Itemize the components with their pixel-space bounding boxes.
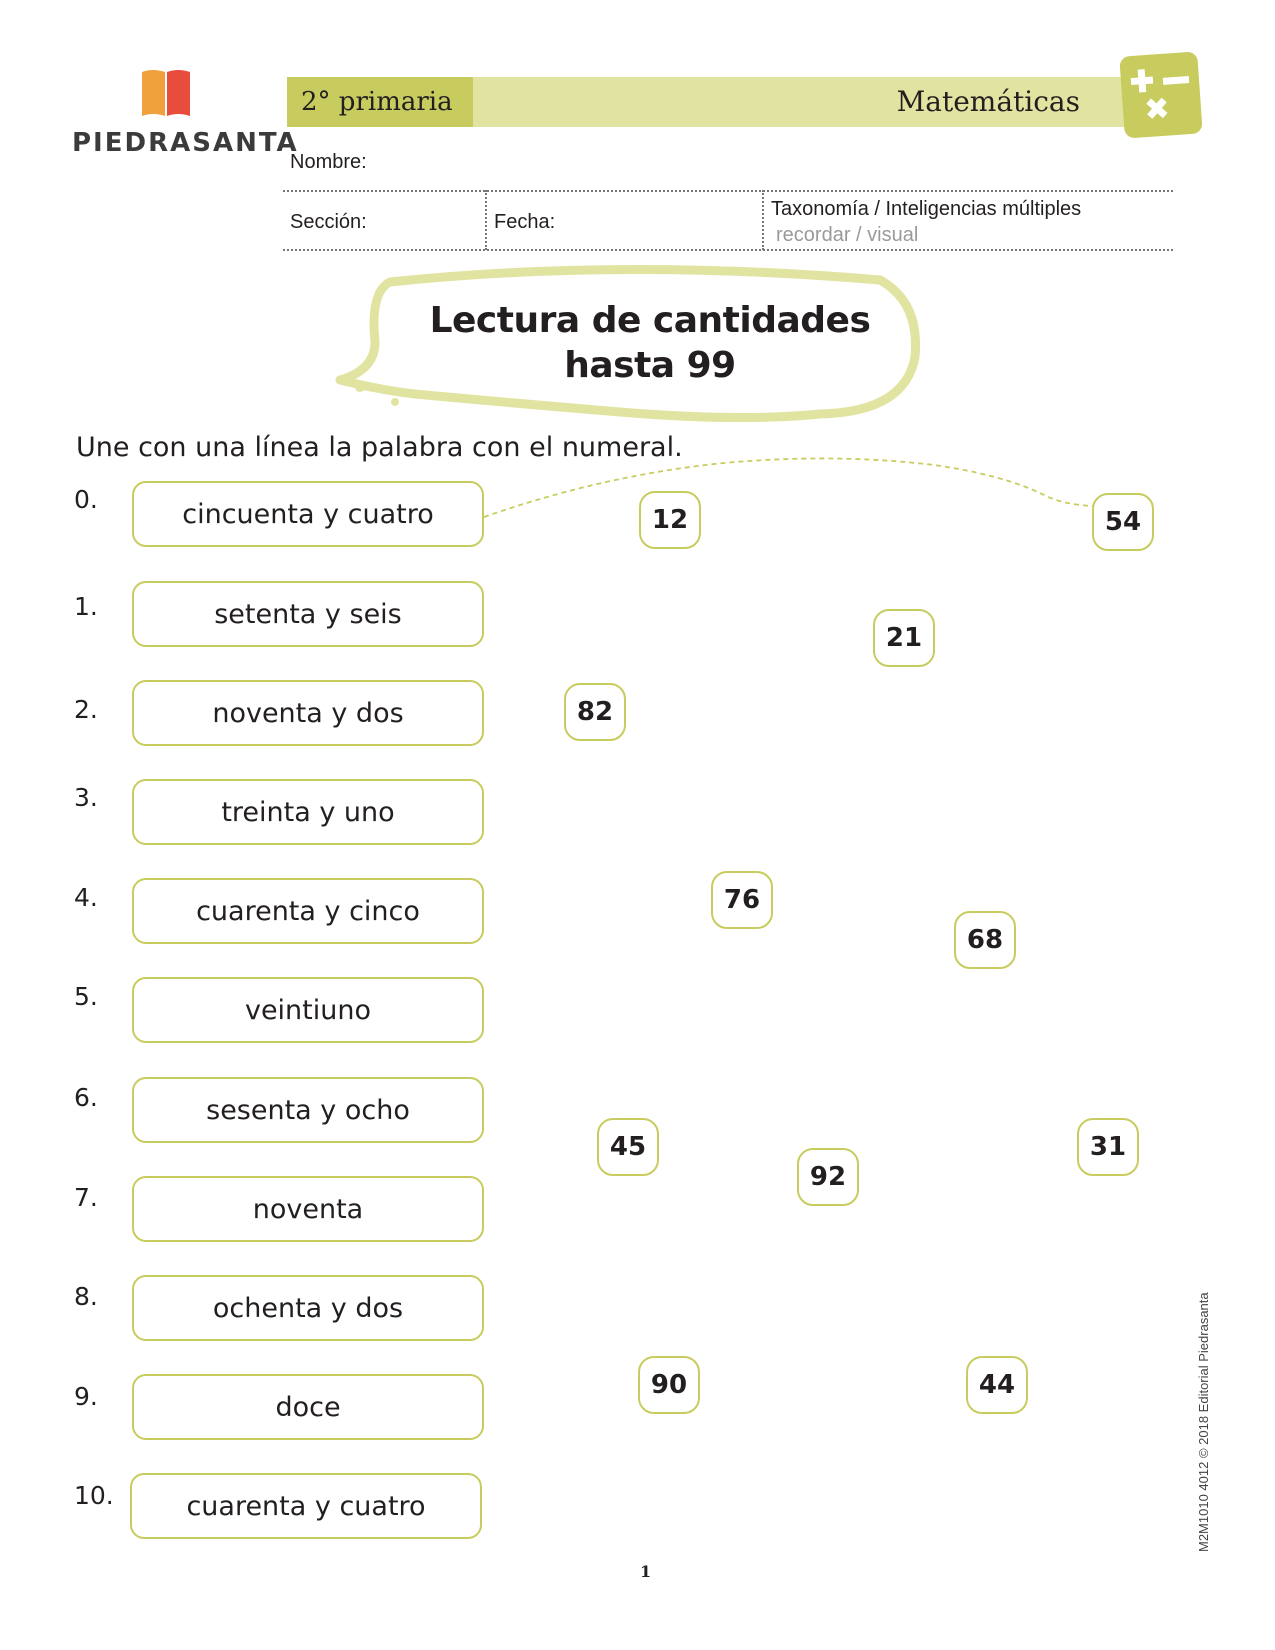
item-number: 7. bbox=[74, 1183, 98, 1212]
number-chip[interactable]: 21 bbox=[873, 609, 935, 667]
word-box[interactable]: cincuenta y cuatro bbox=[132, 481, 484, 547]
item-number: 6. bbox=[74, 1083, 98, 1112]
item-number: 9. bbox=[74, 1382, 98, 1411]
math-badge bbox=[1119, 51, 1203, 138]
number-chip[interactable]: 76 bbox=[711, 871, 773, 929]
item-number: 8. bbox=[74, 1282, 98, 1311]
date-label: Fecha: bbox=[494, 211, 556, 233]
number-chip[interactable]: 45 bbox=[597, 1118, 659, 1176]
divider bbox=[762, 190, 764, 250]
word-box[interactable]: ochenta y dos bbox=[132, 1275, 484, 1341]
number-chip[interactable]: 54 bbox=[1092, 493, 1154, 551]
number-chip[interactable]: 68 bbox=[954, 911, 1016, 969]
word-box[interactable]: treinta y uno bbox=[132, 779, 484, 845]
book-logo-icon bbox=[140, 68, 192, 118]
number-chip[interactable]: 31 bbox=[1077, 1118, 1139, 1176]
word-box[interactable]: cuarenta y cinco bbox=[132, 878, 484, 944]
section-line bbox=[283, 249, 1173, 251]
item-number: 3. bbox=[74, 783, 98, 812]
word-box[interactable]: veintiuno bbox=[132, 977, 484, 1043]
item-number: 2. bbox=[74, 695, 98, 724]
brand-name: PIEDRASANTA bbox=[72, 128, 299, 158]
word-box[interactable]: doce bbox=[132, 1374, 484, 1440]
page-title bbox=[400, 298, 900, 388]
item-number: 0. bbox=[74, 485, 98, 514]
number-chip[interactable]: 92 bbox=[797, 1148, 859, 1206]
item-number: 5. bbox=[74, 982, 98, 1011]
word-box[interactable]: sesenta y ocho bbox=[132, 1077, 484, 1143]
grade-label: 2° primaria bbox=[287, 77, 473, 127]
number-chip[interactable]: 82 bbox=[564, 683, 626, 741]
copyright-notice: M2M1010 4012 © 2018 Editorial Piedrasanta bbox=[1196, 1292, 1211, 1552]
name-line[interactable] bbox=[283, 190, 1173, 192]
word-box[interactable]: noventa bbox=[132, 1176, 484, 1242]
page-number: 1 bbox=[640, 1562, 652, 1581]
number-chip[interactable]: 44 bbox=[966, 1356, 1028, 1414]
instruction-text: Une con una línea la palabra con el numeral. bbox=[76, 432, 683, 463]
word-box[interactable]: cuarenta y cuatro bbox=[130, 1473, 482, 1539]
subject-label: Matemáticas bbox=[896, 85, 1080, 118]
word-box[interactable]: setenta y seis bbox=[132, 581, 484, 647]
item-number: 1. bbox=[74, 592, 98, 621]
title-line-1: Lectura de cantidades bbox=[429, 300, 871, 341]
taxonomy-label: Taxonomía / Inteligencias múltiples bbox=[771, 198, 1082, 220]
section-label: Sección: bbox=[290, 211, 367, 233]
number-chip[interactable]: 12 bbox=[639, 491, 701, 549]
item-number: 4. bbox=[74, 883, 98, 912]
item-number: 10. bbox=[74, 1481, 114, 1510]
taxonomy-values: recordar / visual bbox=[776, 224, 919, 246]
word-box[interactable]: noventa y dos bbox=[132, 680, 484, 746]
example-connector-line bbox=[484, 455, 1094, 535]
number-chip[interactable]: 90 bbox=[638, 1356, 700, 1414]
math-operations-icon bbox=[1119, 51, 1203, 138]
title-line-2: hasta 99 bbox=[564, 345, 736, 386]
divider bbox=[485, 190, 487, 250]
name-label: Nombre: bbox=[290, 151, 367, 173]
